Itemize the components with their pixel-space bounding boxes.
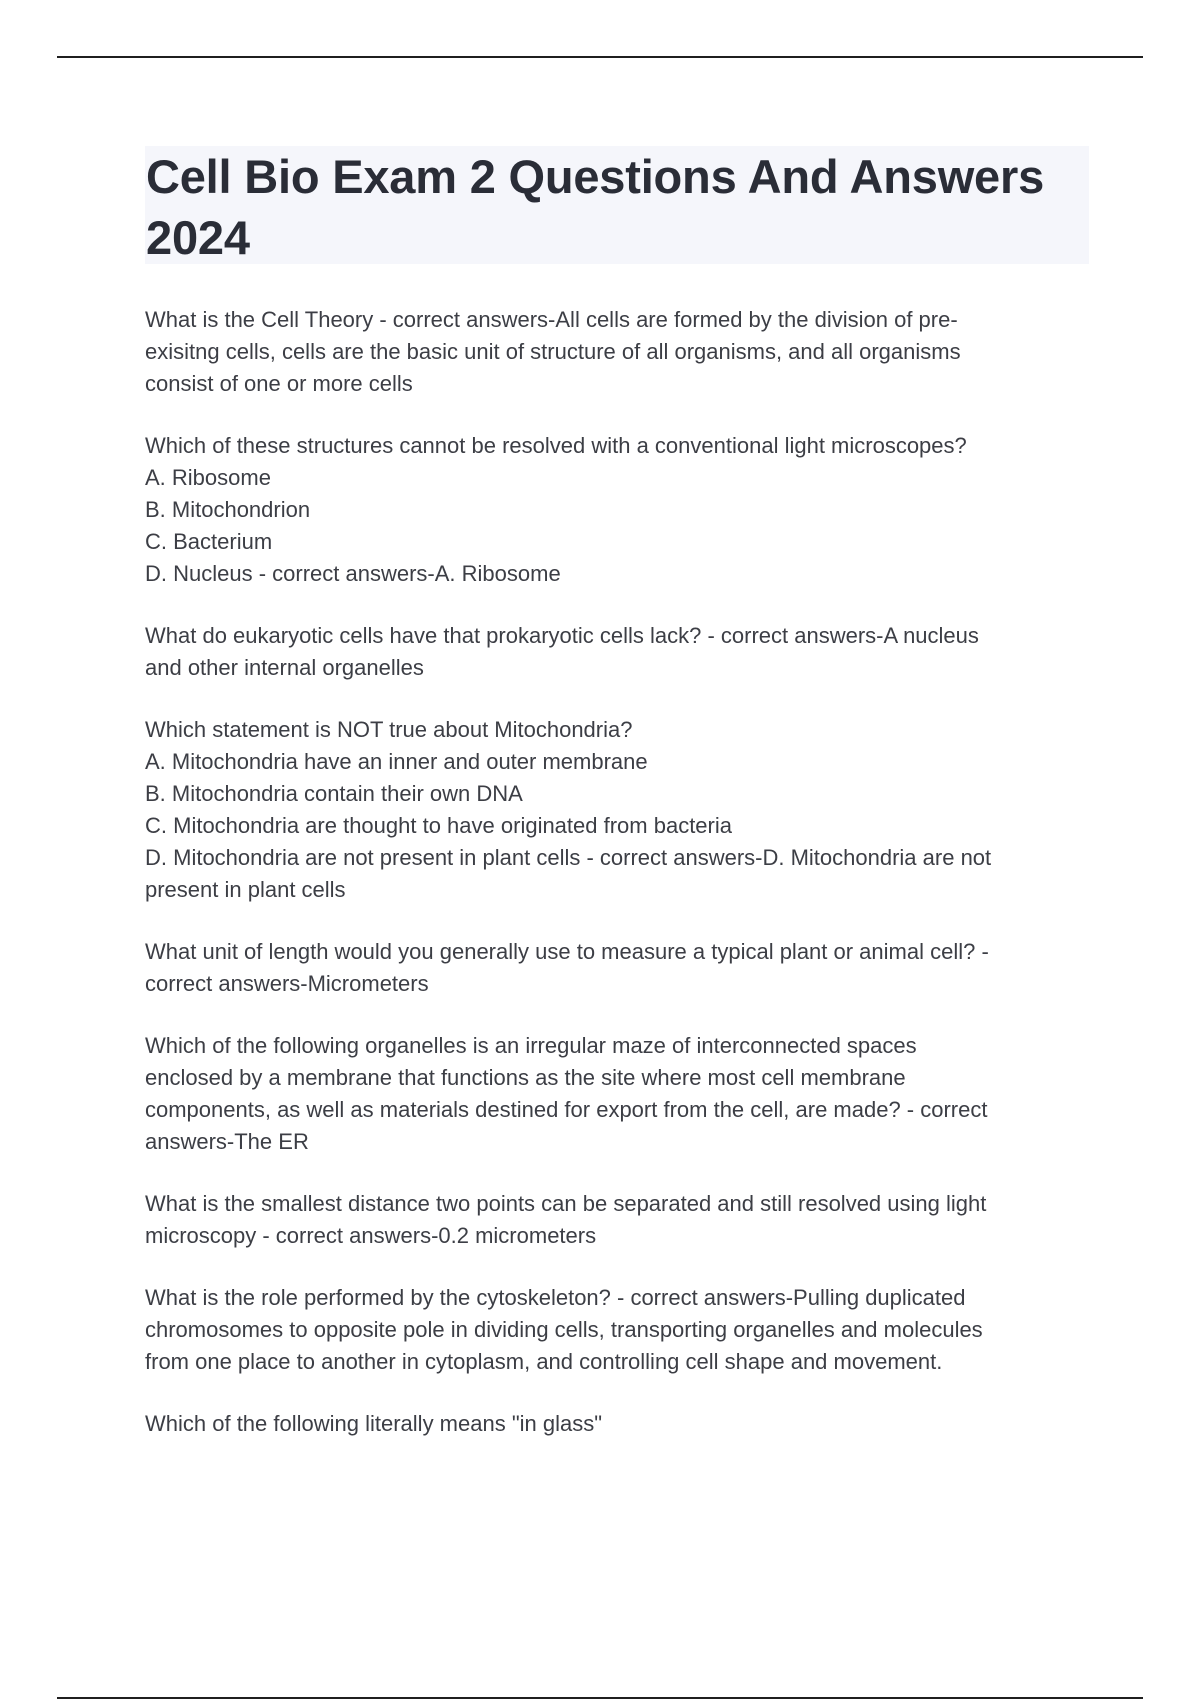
qa-line: Which statement is NOT true about Mitochondria? [145, 717, 633, 742]
qa-line: B. Mitochondrion [145, 497, 311, 522]
qa-line: What do eukaryotic cells have that prokaryotic cells lack? - correct answers-A nucleus [145, 623, 979, 648]
page-title [145, 146, 1089, 268]
qa-line: D. Mitochondria are not present in plant cells - correct answers-D. Mitochondria are not [145, 845, 992, 870]
footer-rule [57, 1697, 1143, 1699]
qa-item [145, 1030, 1090, 1158]
qa-line: chromosomes to opposite pole in dividing cells, transporting organelles and molecules [145, 1317, 983, 1342]
qa-item [145, 1408, 1090, 1440]
qa-line: What unit of length would you generally use to measure a typical plant or animal cell? - [145, 939, 989, 964]
qa-line: and other internal organelles [145, 655, 424, 680]
qa-item [145, 936, 1090, 1000]
qa-item [145, 304, 1090, 400]
title-line: Cell Bio Exam 2 Questions And Answers [146, 150, 1045, 203]
qa-line: D. Nucleus - correct answers-A. Ribosome [145, 561, 561, 586]
qa-item [145, 1282, 1090, 1378]
qa-item [145, 1188, 1090, 1252]
qa-line: C. Mitochondria are thought to have originated from bacteria [145, 813, 732, 838]
qa-item [145, 714, 1090, 906]
qa-line: consist of one or more cells [145, 371, 413, 396]
qa-line: B. Mitochondria contain their own DNA [145, 781, 523, 806]
qa-line: A. Ribosome [145, 465, 271, 490]
qa-line: present in plant cells [145, 877, 346, 902]
qa-line: Which of the following organelles is an irregular maze of interconnected spaces [145, 1033, 917, 1058]
qa-item [145, 620, 1090, 684]
qa-item [145, 430, 1090, 590]
qa-line: C. Bacterium [145, 529, 273, 554]
qa-line: Which of these structures cannot be resolved with a conventional light microscopes? [145, 433, 967, 458]
qa-line: correct answers-Micrometers [145, 971, 429, 996]
qa-line: What is the smallest distance two points can be separated and still resolved using light [145, 1191, 987, 1216]
qa-line: What is the Cell Theory - correct answers-All cells are formed by the division of pre- [145, 307, 958, 332]
qa-line: enclosed by a membrane that functions as the site where most cell membrane [145, 1065, 906, 1090]
qa-list [145, 304, 1090, 1470]
title-banner [145, 146, 1089, 264]
qa-line: What is the role performed by the cytoskeleton? - correct answers-Pulling duplicated [145, 1285, 966, 1310]
title-line: 2024 [146, 211, 250, 264]
qa-line: exisitng cells, cells are the basic unit of structure of all organisms, and all organisms [145, 339, 961, 364]
qa-line: from one place to another in cytoplasm, and controlling cell shape and movement. [145, 1349, 943, 1374]
qa-line: components, as well as materials destined for export from the cell, are made? - correct [145, 1097, 988, 1122]
qa-line: microscopy - correct answers-0.2 micrometers [145, 1223, 597, 1248]
qa-line: A. Mitochondria have an inner and outer membrane [145, 749, 648, 774]
qa-line: answers-The ER [145, 1129, 309, 1154]
qa-line: Which of the following literally means "in glass" [145, 1411, 603, 1436]
header-rule [57, 56, 1143, 58]
